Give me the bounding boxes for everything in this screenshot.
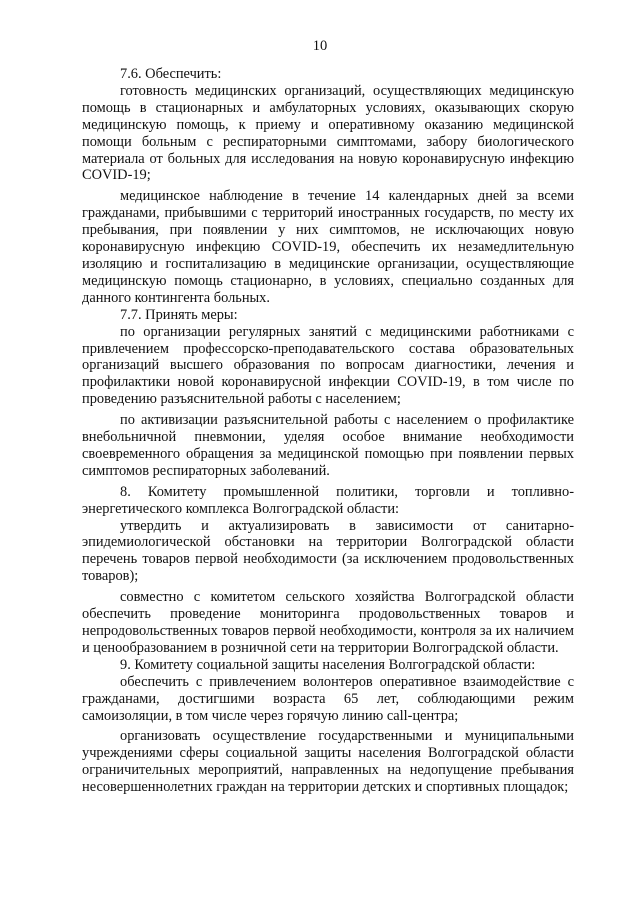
paragraph: утвердить и актуализировать в зависимости от санитарно-эпидемиологической обстановки на территории Волгоградской области перечень товаров первой необходимости (за исключением продовольственных товаров); — [82, 517, 574, 585]
paragraph: обеспечить с привлечением волонтеров оперативное взаимодействие с гражданами, достигшими возраста 65 лет, соблюдающими режим самоизоляции, в том числе через горячую линию call-центра; — [82, 673, 574, 724]
paragraph: совместно с комитетом сельского хозяйства Волгоградской области обеспечить проведение мониторинга продовольственных товаров и непродовольственных товаров первой необходимости, контроля за их наличием и ценообразованием в розничной сети на территории Волгоградской области. — [82, 589, 574, 656]
paragraph-9-heading: 9. Комитету социальной защиты населения Волгоградской области: — [120, 656, 536, 673]
paragraph-7-7-heading: 7.7. Принять меры: — [120, 306, 238, 323]
paragraph: готовность медицинских организаций, осуществляющих медицинскую помощь в стационарных и амбулаторных условиях, оказывающих скорую медицинскую помощь, к приему и оперативному оказанию медицинской помощи больным с респираторными симптомами, забору биологического материала от больных для исследования на новую коронавирусную инфекцию COVID-19; — [82, 82, 574, 184]
paragraph: по организации регулярных занятий с медицинскими работниками с привлечением профессорско-преподавательского состава образовательных организаций высшего образования по вопросам диагностики, лечения и профилактики новой коронавирусной инфекции COVID-19, в том числе по проведению разъяснительной работы с населением; — [82, 323, 574, 408]
paragraph: медицинское наблюдение в течение 14 календарных дней за всеми гражданами, прибывшими с территорий иностранных государств, по месту их пребывания, при появлении у них симптомов, не исключающих новую коронавирусную инфекцию COVID-19, обеспечить их незамедлительную изоляцию и госпитализацию в медицинские организации, осуществляющие медицинскую помощь стационарно, в условиях, специально созданных для данного контингента больных. — [82, 188, 574, 306]
page-number: 10 — [312, 38, 328, 54]
paragraph: по активизации разъяснительной работы с населением о профилактике внебольничной пневмонии, уделяя особое внимание необходимости своевременного обращения за медицинской помощью при появлении первых симптомов респираторных заболеваний. — [82, 412, 574, 479]
paragraph-8-heading: 8. Комитету промышленной политики, торговли и топливно-энергетического комплекса Волгоградской области: — [82, 483, 574, 517]
document-body — [82, 66, 574, 796]
paragraph: организовать осуществление государственными и муниципальными учреждениями сферы социальной защиты населения Волгоградской области ограничительных мероприятий, направленных на недопущение пребывания несовершеннолетних граждан на территории детских и спортивных площадок; — [82, 728, 574, 796]
paragraph-7-6-heading: 7.6. Обеспечить: — [120, 66, 222, 82]
